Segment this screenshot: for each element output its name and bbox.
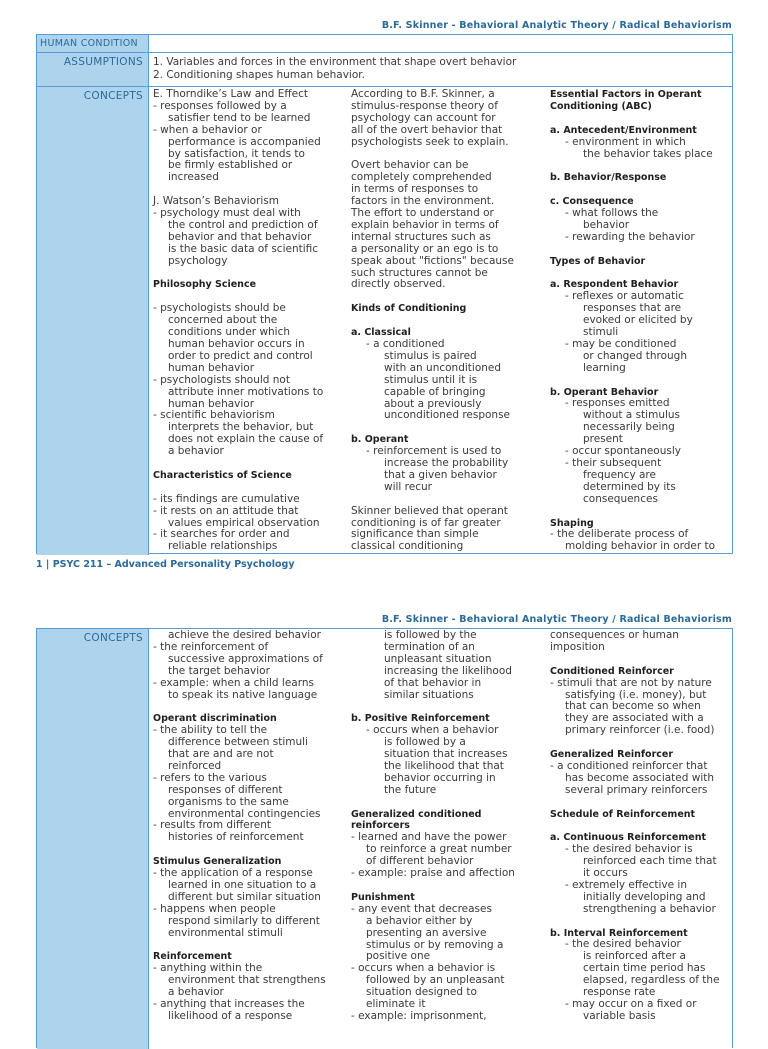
text-line: consequences or human [550,629,679,641]
text-line: - the deliberate process of [550,528,689,541]
text-line: - when a behavior or [153,123,262,136]
spacer [153,268,323,280]
text-line: all of the overt behavior that [351,123,503,136]
spacer [550,375,715,387]
spacer [550,820,720,832]
page-2 [0,600,768,1024]
text-line: response rate [583,986,656,999]
text-line: of different behavior [366,855,474,868]
assumptions-label: ASSUMPTIONS [37,53,149,86]
text-line: - learned and have the power [351,831,507,844]
text-line: Overt behavior can be [351,159,469,172]
text-line: - the reinforcement of [153,640,269,653]
text-line: - reinforcement is used to [366,445,502,458]
text-line: achieve the desired behavior [168,629,321,641]
text-line: situation that increases [384,748,508,761]
text-line: learning [583,361,626,374]
text-line: consequences [583,492,658,505]
text-line: - may occur on a fixed or [565,998,697,1011]
text-line: J. Watson’s Behaviorism [153,195,279,208]
text-line: increase the probability [384,457,509,470]
text-line: unpleasant situation [384,652,492,665]
text-line: is followed by the [384,629,477,641]
section-heading: b. Operant [351,434,409,446]
text-line: to speak its native language [168,688,318,701]
text-line: the behavior takes place [583,147,713,160]
text-line: Skinner believed that operant [351,504,508,517]
text-line: does not explain the cause of [168,433,324,446]
text-line: successive approximations of [168,652,323,665]
text-line: is the basic data of scientific [168,242,319,255]
section-heading: Operant discrimination [153,713,277,725]
section-heading: a. Antecedent/Environment [550,124,697,136]
text-line: - rewarding the behavior [565,230,695,243]
section-heading: b. Interval Reinforcement [550,927,688,939]
text-line: termination of an [384,640,475,653]
section-heading: Essential Factors in Operant [550,89,702,100]
text-line: - example: praise and affection [351,867,515,880]
text-line: by satisfaction, it tends to [168,147,305,160]
text-line: environment that strengthens [168,974,326,987]
text-line: satisfying (i.e. money), but [565,688,707,701]
text-line: conditioning is of far greater [351,516,501,529]
text-line: - what follows the [565,207,659,220]
text-line: human behavior occurs in [168,337,305,350]
human-condition-row [37,35,732,53]
text-line: molding behavior in order to [565,540,716,553]
spacer [550,797,720,809]
text-line: without a stimulus [583,409,681,422]
text-line: human behavior [168,397,255,410]
text-line: that can become so when [565,700,701,713]
text-line: - psychologists should not [153,373,290,386]
notes-table [36,34,733,554]
text-line: such structures cannot be [351,266,488,279]
spacer [550,268,715,280]
text-line: environmental stimuli [168,926,283,939]
text-line: primary reinforcer (i.e. food) [565,724,715,737]
section-heading: Shaping [550,517,594,529]
text-line: stimulus or by removing a [366,938,504,951]
section-heading: Types of Behavior [550,255,646,267]
spacer [351,701,515,713]
text-line: psychology can account for [351,111,496,124]
text-line: - any event that decreases [351,902,492,915]
text-line: - occur spontaneously [565,445,681,458]
concepts-label: CONCEPTS [37,87,149,555]
text-line: capable of bringing [384,385,486,398]
text-line: - stimuli that are not by nature [550,676,712,689]
text-line: - it searches for order and [153,528,290,541]
text-line: organisms to the same [168,795,289,808]
text-line: explain behavior in terms of [351,218,499,231]
text-line: - occurs when a behavior is [351,962,496,975]
text-line: has become associated with [565,771,715,784]
text-line: they are associated with a [565,712,704,725]
section-heading: Stimulus Generalization [153,856,282,868]
text-line: reliable relationships [168,540,278,553]
text-line: frequency are [583,468,656,481]
text-line: order to predict and control [168,349,313,362]
text-line: completely comprehended [351,171,492,184]
text-line: several primary reinforcers [565,783,708,796]
text-line: reinforced each time that [583,855,717,868]
text-line: - example: when a child learns [153,676,314,689]
text-line: a behavior [168,986,224,999]
text-line: initially developing and [583,890,706,903]
spacer [351,315,514,327]
text-line: attribute inner motivations to [168,385,324,398]
text-line: - anything within the [153,962,263,975]
text-line: certain time period has [583,962,706,975]
spacer [153,844,326,856]
text-line: variable basis [583,1009,656,1022]
section-heading: Conditioning (ABC) [550,100,652,112]
text-line: internal structures such as [351,230,491,243]
concepts-label: CONCEPTS [37,629,149,1049]
text-line: or changed through [583,349,687,362]
text-line: - happens when people [153,902,276,915]
text-line: strengthening a behavior [583,902,716,915]
text-line: psychologists seek to explain. [351,135,509,148]
spacer [550,160,715,172]
text-line: histories of reinforcement [168,831,304,844]
spacer [351,880,515,892]
section-heading: Kinds of Conditioning [351,303,467,315]
text-line: stimulus until it is [384,373,478,386]
text-line: environmental contingencies [168,807,321,820]
text-line: - reflexes or automatic [565,290,684,303]
text-line: to reinforce a great number [366,843,512,856]
spacer [153,701,326,713]
text-line: situation designed to [366,986,477,999]
assumptions-row [37,53,732,87]
text-line: classical conditioning [351,540,464,553]
text-line: - responses emitted [565,397,670,410]
text-line: the target behavior [168,664,270,677]
text-line: - may be conditioned [565,337,677,350]
section-heading: Characteristics of Science [153,469,292,481]
text-line: - a conditioned [366,337,445,350]
text-line: - environment in which [565,135,686,148]
text-line: - it rests on an attitude that [153,504,299,517]
text-line: that are and are not [168,748,274,761]
text-line: satisfier tend to be learned [168,111,311,124]
section-heading: Punishment [351,891,415,903]
assumptions-list [153,56,516,82]
section-heading: Schedule of Reinforcement [550,808,696,820]
spacer [550,654,720,666]
text-line: the likelihood that that [384,759,504,772]
section-heading: a. Respondent Behavior [550,279,679,291]
text-line: about a previously [384,397,482,410]
text-line: stimuli [583,326,619,339]
text-line: speak about "fictions" because [351,254,514,267]
section-heading: a. Classical [351,327,411,339]
text-line: respond similarly to different [168,914,320,927]
text-line: with an unconditioned [384,361,502,374]
spacer [153,940,326,952]
text-line: reinforced [168,759,222,772]
text-line: a behavior either by [366,914,473,927]
concepts-row [37,629,732,1049]
text-line: conditions under which [168,326,291,339]
spacer [351,494,514,506]
text-line: behavior and that behavior [168,230,312,243]
text-line: - its findings are cumulative [153,492,300,505]
page-header: B.F. Skinner - Behavioral Analytic Theory / Radical Behaviorism [381,614,732,625]
section-heading: Conditioned Reinforcer [550,665,674,677]
human-condition-label: HUMAN CONDITION [37,35,149,52]
text-line: - results from different [153,819,272,832]
text-line: necessarily being [583,421,675,434]
text-line: increasing the likelihood [384,664,512,677]
text-line: concerned about the [168,314,278,327]
text-line: - extremely effective in [565,878,687,891]
text-line: performance is accompanied [168,135,321,148]
text-line: psychology [168,254,228,267]
text-line: the control and prediction of [168,218,318,231]
section-heading: Reinforcement [153,951,232,963]
section-heading: c. Consequence [550,196,634,208]
page-header: B.F. Skinner - Behavioral Analytic Theory / Radical Behaviorism [381,20,732,31]
assumption-item: 2. Conditioning shapes human behavior. [153,69,365,81]
text-line: The effort to understand or [351,207,494,220]
text-line: of that behavior in [384,676,482,689]
page-footer: 1 | PSYC 211 – Advanced Personality Psychology [36,559,295,570]
spacer [351,422,514,434]
spacer [153,458,323,470]
text-line: that a given behavior [384,468,497,481]
text-line: - the application of a response [153,867,313,880]
text-line: - psychologists should be [153,302,286,315]
section-heading: a. Continuous Reinforcement [550,832,707,844]
text-line: eliminate it [366,998,426,1011]
section-heading: b. Behavior/Response [550,172,667,184]
text-line: determined by its [583,480,676,493]
text-line: - scientific behaviorism [153,409,275,422]
spacer [550,244,715,256]
text-line: responses that are [583,302,682,315]
text-line: present [583,433,623,446]
text-line: interprets the behavior, but [168,421,314,434]
text-line: unconditioned response [384,409,511,422]
section-heading: Generalized conditioned [351,808,482,820]
text-line: - the desired behavior [565,938,681,951]
text-line: - the desired behavior is [565,843,693,856]
text-line: different but similar situation [168,890,321,903]
text-line: values empirical observation [168,516,320,529]
concepts-column-2 [351,89,514,553]
text-line: directly observed. [351,278,446,291]
notes-table-continued [36,628,733,1048]
text-line: - the ability to tell the [153,724,268,737]
section-heading: Philosophy Science [153,279,257,291]
text-line: responses of different [168,783,283,796]
text-line: be firmly established or [168,159,293,172]
text-line: - occurs when a behavior [366,724,499,737]
text-line: - refers to the various [153,771,267,784]
text-line: positive one [366,950,431,963]
text-line: evoked or elicited by [583,314,693,327]
concepts-column-1 [153,89,323,553]
text-line: significance than simple [351,528,479,541]
spacer [550,184,715,196]
text-line: - psychology must deal with [153,207,301,220]
concepts-column-3 [550,89,715,553]
text-line: imposition [550,640,605,653]
text-line: - anything that increases the [153,998,305,1011]
text-line: - a conditioned reinforcer that [550,759,708,772]
section-heading: b. Operant Behavior [550,386,659,398]
text-line: likelihood of a response [168,1009,293,1022]
text-line: presenting an aversive [366,926,487,939]
spacer [550,506,715,518]
text-line: stimulus is paired [384,349,477,362]
text-line: behavior occurring in [384,771,496,784]
text-line: a personality or an ego is to [351,242,499,255]
text-line: - responses followed by a [153,99,287,112]
spacer [351,797,515,809]
text-line: difference between stimuli [168,736,309,749]
text-line: factors in the environment. [351,195,495,208]
concepts-column-2 [351,630,515,1023]
text-line: will recur [384,480,432,493]
text-line: - their subsequent [565,457,662,469]
text-line: a behavior [168,445,224,458]
concepts-column-1 [153,630,326,1023]
text-line: E. Thorndike’s Law and Effect [153,88,309,100]
section-heading: reinforcers [351,820,410,832]
text-line: in terms of responses to [351,183,479,196]
spacer [550,916,720,928]
spacer [153,482,323,494]
concepts-column-3 [550,630,720,1023]
text-line: is followed by a [384,736,466,749]
text-line: stimulus-response theory of [351,99,498,112]
section-heading: b. Positive Reinforcement [351,713,490,725]
spacer [550,737,720,749]
text-line: behavior [583,218,630,231]
text-line: According to B.F. Skinner, a [351,88,495,100]
text-line: - example: imprisonment, [351,1009,487,1022]
text-line: learned in one situation to a [168,879,317,891]
section-heading: Generalized Reinforcer [550,749,674,761]
text-line: increased [168,171,219,184]
spacer [550,113,715,125]
text-line: is reinforced after a [583,950,686,963]
text-line: similar situations [384,688,474,701]
assumption-item: 1. Variables and forces in the environment that shape overt behavior [153,56,517,68]
spacer [351,291,514,303]
concepts-row [37,87,732,555]
text-line: it occurs [583,867,628,880]
text-line: elapsed, regardless of the [583,974,720,987]
text-line: human behavior [168,361,255,374]
text-line: the future [384,783,437,796]
text-line: followed by an unpleasant [366,974,505,987]
